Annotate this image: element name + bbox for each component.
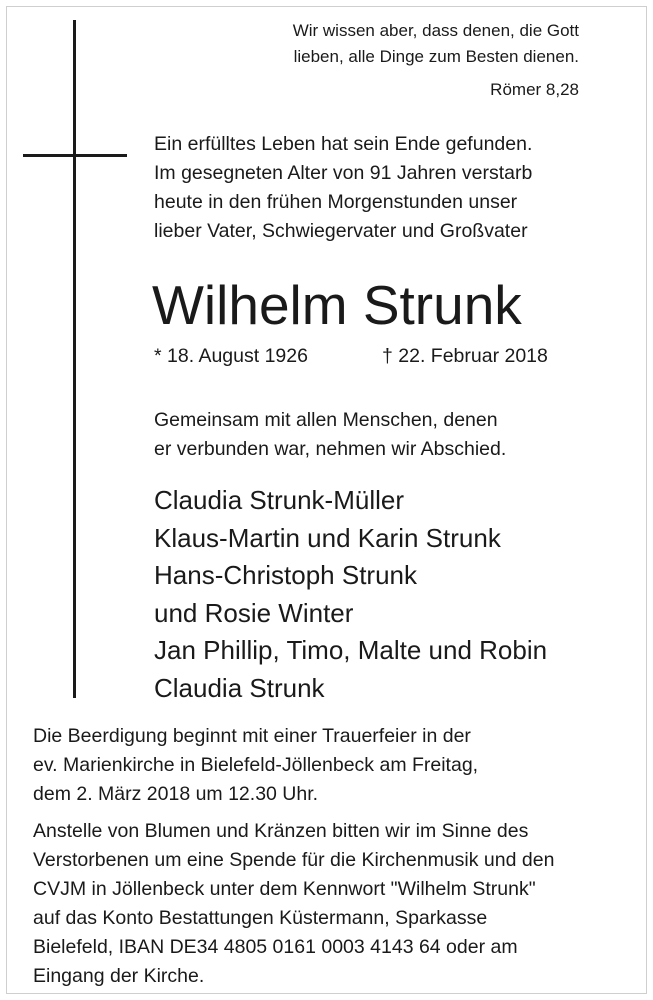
funeral-line: Die Beerdigung beginnt mit einer Trauerfeier in der (33, 725, 471, 747)
mourner-name: Klaus-Martin und Karin Strunk (154, 522, 501, 553)
intro-line: lieber Vater, Schwiegervater und Großvater (154, 220, 528, 242)
intro-text (154, 130, 532, 246)
funeral-info (33, 722, 478, 809)
donation-line: Eingang der Kirche. (33, 965, 205, 987)
bible-verse (293, 18, 579, 70)
farewell-line: Gemeinsam mit allen Menschen, denen (154, 409, 498, 431)
verse-line: Wir wissen aber, dass denen, die Gott (292, 21, 579, 40)
deceased-name: Wilhelm Strunk (152, 274, 522, 336)
funeral-line: ev. Marienkirche in Bielefeld-Jöllenbeck am Freitag, (33, 754, 479, 776)
mourner-name: Claudia Strunk (154, 672, 325, 703)
donation-line: Anstelle von Blumen und Kränzen bitten wir im Sinne des (33, 820, 529, 842)
verse-line: lieben, alle Dinge zum Besten dienen. (293, 47, 579, 66)
cross-vertical-bar (73, 20, 76, 698)
mourner-name: Jan Phillip, Timo, Malte und Robin (154, 635, 548, 665)
intro-line: heute in den frühen Morgenstunden unser (154, 191, 518, 213)
funeral-line: dem 2. März 2018 um 12.30 Uhr. (33, 783, 319, 805)
mourner-name: Hans-Christoph Strunk (154, 560, 417, 590)
donation-line: CVJM in Jöllenbeck unter dem Kennwort "Wilhelm Strunk" (33, 878, 536, 900)
death-date: † 22. Februar 2018 (382, 345, 548, 367)
cross-horizontal-bar (23, 154, 127, 157)
donation-line: Verstorbenen um eine Spende für die Kirchenmusik und den (33, 849, 555, 871)
donation-info (33, 817, 554, 991)
verse-reference: Römer 8,28 (490, 80, 579, 99)
mourners-list (154, 482, 547, 707)
farewell-text (154, 406, 506, 464)
donation-line: auf das Konto Bestattungen Küstermann, Sparkasse (33, 907, 488, 929)
intro-line: Im gesegneten Alter von 91 Jahren verstarb (154, 162, 533, 184)
intro-line: Ein erfülltes Leben hat sein Ende gefunden. (154, 133, 533, 155)
mourner-name: und Rosie Winter (154, 597, 354, 628)
farewell-line: er verbunden war, nehmen wir Abschied. (154, 438, 507, 460)
donation-line: Bielefeld, IBAN DE34 4805 0161 0003 4143 64 oder am (33, 936, 518, 958)
mourner-name: Claudia Strunk-Müller (154, 485, 404, 515)
birth-date: * 18. August 1926 (154, 345, 308, 367)
